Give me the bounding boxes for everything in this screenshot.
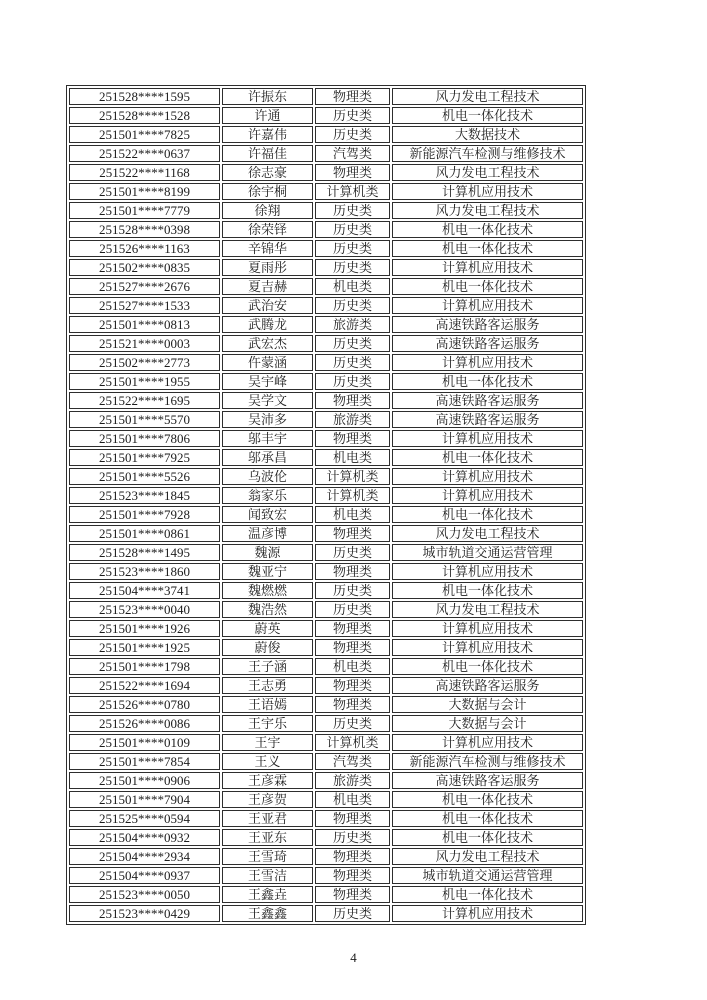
cell-category: 历史类 (315, 905, 390, 922)
cell-category: 历史类 (315, 240, 390, 257)
cell-exam-id: 251523****0050 (69, 886, 220, 903)
cell-exam-id: 251504****0932 (69, 829, 220, 846)
cell-exam-id: 251527****2676 (69, 278, 220, 295)
cell-category: 历史类 (315, 354, 390, 371)
table-row (69, 316, 583, 333)
cell-student-name: 王彦霖 (222, 772, 313, 789)
cell-exam-id: 251527****1533 (69, 297, 220, 314)
cell-exam-id: 251523****1845 (69, 487, 220, 504)
cell-major: 机电一体化技术 (392, 240, 583, 257)
cell-exam-id: 251523****1860 (69, 563, 220, 580)
cell-category: 历史类 (315, 601, 390, 618)
cell-category: 物理类 (315, 88, 390, 105)
table-row (69, 639, 583, 656)
table-row (69, 297, 583, 314)
table-row (69, 126, 583, 143)
cell-major: 大数据与会计 (392, 696, 583, 713)
cell-exam-id: 251502****0835 (69, 259, 220, 276)
cell-major: 大数据与会计 (392, 715, 583, 732)
cell-student-name: 辛锦华 (222, 240, 313, 257)
cell-major: 计算机应用技术 (392, 620, 583, 637)
table-row (69, 278, 583, 295)
cell-category: 机电类 (315, 449, 390, 466)
cell-major: 风力发电工程技术 (392, 525, 583, 542)
cell-student-name: 蔚英 (222, 620, 313, 637)
cell-major: 高速铁路客运服务 (392, 772, 583, 789)
table-row (69, 753, 583, 770)
table-row (69, 696, 583, 713)
cell-exam-id: 251501****7806 (69, 430, 220, 447)
cell-student-name: 温彦博 (222, 525, 313, 542)
table-row (69, 88, 583, 105)
table-row (69, 335, 583, 352)
cell-exam-id: 251501****1955 (69, 373, 220, 390)
cell-student-name: 魏燃燃 (222, 582, 313, 599)
cell-exam-id: 251522****1694 (69, 677, 220, 694)
cell-category: 物理类 (315, 164, 390, 181)
cell-exam-id: 251501****8199 (69, 183, 220, 200)
cell-major: 机电一体化技术 (392, 221, 583, 238)
table-row (69, 658, 583, 675)
cell-exam-id: 251528****1495 (69, 544, 220, 561)
cell-category: 计算机类 (315, 487, 390, 504)
cell-major: 计算机应用技术 (392, 183, 583, 200)
table-row (69, 601, 583, 618)
cell-student-name: 许通 (222, 107, 313, 124)
cell-category: 物理类 (315, 810, 390, 827)
cell-student-name: 王语嫣 (222, 696, 313, 713)
cell-student-name: 蔚俊 (222, 639, 313, 656)
cell-category: 物理类 (315, 867, 390, 884)
table-row (69, 772, 583, 789)
cell-exam-id: 251501****1925 (69, 639, 220, 656)
cell-major: 机电一体化技术 (392, 829, 583, 846)
cell-student-name: 王宇乐 (222, 715, 313, 732)
table-row (69, 734, 583, 751)
cell-major: 机电一体化技术 (392, 791, 583, 808)
cell-exam-id: 251504****0937 (69, 867, 220, 884)
cell-category: 汽驾类 (315, 753, 390, 770)
cell-exam-id: 251528****1528 (69, 107, 220, 124)
cell-exam-id: 251501****0861 (69, 525, 220, 542)
table-row (69, 620, 583, 637)
cell-major: 计算机应用技术 (392, 354, 583, 371)
cell-major: 风力发电工程技术 (392, 88, 583, 105)
table-row (69, 525, 583, 542)
cell-category: 物理类 (315, 392, 390, 409)
cell-major: 城市轨道交通运营管理 (392, 544, 583, 561)
cell-category: 机电类 (315, 791, 390, 808)
cell-student-name: 魏浩然 (222, 601, 313, 618)
cell-student-name: 武治安 (222, 297, 313, 314)
cell-exam-id: 251501****0906 (69, 772, 220, 789)
cell-exam-id: 251521****0003 (69, 335, 220, 352)
cell-major: 机电一体化技术 (392, 278, 583, 295)
table-row (69, 392, 583, 409)
cell-major: 计算机应用技术 (392, 297, 583, 314)
cell-student-name: 许福佳 (222, 145, 313, 162)
cell-category: 物理类 (315, 848, 390, 865)
cell-student-name: 王雪琦 (222, 848, 313, 865)
cell-student-name: 王鑫垚 (222, 886, 313, 903)
table-row (69, 468, 583, 485)
cell-exam-id: 251522****1695 (69, 392, 220, 409)
cell-exam-id: 251501****5526 (69, 468, 220, 485)
cell-exam-id: 251502****2773 (69, 354, 220, 371)
cell-category: 历史类 (315, 829, 390, 846)
page-number: 4 (350, 950, 357, 965)
cell-category: 历史类 (315, 221, 390, 238)
cell-student-name: 夏雨彤 (222, 259, 313, 276)
cell-category: 机电类 (315, 658, 390, 675)
cell-student-name: 武腾龙 (222, 316, 313, 333)
cell-student-name: 徐翔 (222, 202, 313, 219)
table-row (69, 544, 583, 561)
table-row (69, 449, 583, 466)
table-row (69, 487, 583, 504)
cell-category: 历史类 (315, 297, 390, 314)
cell-major: 城市轨道交通运营管理 (392, 867, 583, 884)
cell-exam-id: 251501****0109 (69, 734, 220, 751)
cell-exam-id: 251501****1926 (69, 620, 220, 637)
cell-student-name: 王雪洁 (222, 867, 313, 884)
table-row (69, 867, 583, 884)
cell-major: 新能源汽车检测与维修技术 (392, 145, 583, 162)
cell-exam-id: 251522****1168 (69, 164, 220, 181)
cell-category: 计算机类 (315, 468, 390, 485)
cell-exam-id: 251523****0040 (69, 601, 220, 618)
cell-category: 旅游类 (315, 316, 390, 333)
cell-major: 风力发电工程技术 (392, 848, 583, 865)
cell-category: 历史类 (315, 715, 390, 732)
cell-category: 机电类 (315, 506, 390, 523)
cell-exam-id: 251501****1798 (69, 658, 220, 675)
cell-category: 物理类 (315, 886, 390, 903)
cell-major: 计算机应用技术 (392, 563, 583, 580)
cell-major: 机电一体化技术 (392, 449, 583, 466)
cell-major: 计算机应用技术 (392, 259, 583, 276)
cell-major: 大数据技术 (392, 126, 583, 143)
cell-major: 计算机应用技术 (392, 905, 583, 922)
cell-exam-id: 251501****7854 (69, 753, 220, 770)
cell-major: 计算机应用技术 (392, 734, 583, 751)
cell-category: 物理类 (315, 430, 390, 447)
cell-category: 历史类 (315, 126, 390, 143)
cell-student-name: 邬承昌 (222, 449, 313, 466)
cell-student-name: 王鑫鑫 (222, 905, 313, 922)
cell-exam-id: 251501****5570 (69, 411, 220, 428)
cell-exam-id: 251526****1163 (69, 240, 220, 257)
cell-student-name: 许振东 (222, 88, 313, 105)
cell-exam-id: 251501****7904 (69, 791, 220, 808)
cell-student-name: 仵蒙涵 (222, 354, 313, 371)
cell-exam-id: 251504****3741 (69, 582, 220, 599)
table-row (69, 411, 583, 428)
admission-table-container (66, 85, 586, 925)
cell-category: 历史类 (315, 259, 390, 276)
cell-student-name: 吴沛多 (222, 411, 313, 428)
table-row (69, 905, 583, 922)
cell-major: 计算机应用技术 (392, 487, 583, 504)
cell-major: 机电一体化技术 (392, 658, 583, 675)
cell-student-name: 徐志豪 (222, 164, 313, 181)
cell-category: 历史类 (315, 107, 390, 124)
cell-exam-id: 251522****0637 (69, 145, 220, 162)
cell-category: 汽驾类 (315, 145, 390, 162)
table-row (69, 791, 583, 808)
admission-table-body (69, 88, 583, 922)
cell-major: 机电一体化技术 (392, 810, 583, 827)
table-row (69, 202, 583, 219)
cell-category: 物理类 (315, 563, 390, 580)
cell-major: 高速铁路客运服务 (392, 677, 583, 694)
table-row (69, 107, 583, 124)
cell-category: 历史类 (315, 544, 390, 561)
table-row (69, 886, 583, 903)
cell-exam-id: 251526****0086 (69, 715, 220, 732)
cell-category: 物理类 (315, 639, 390, 656)
cell-major: 机电一体化技术 (392, 373, 583, 390)
cell-student-name: 许嘉伟 (222, 126, 313, 143)
cell-major: 机电一体化技术 (392, 107, 583, 124)
cell-student-name: 邬丰宇 (222, 430, 313, 447)
cell-student-name: 吴学文 (222, 392, 313, 409)
table-row (69, 715, 583, 732)
table-row (69, 829, 583, 846)
cell-major: 高速铁路客运服务 (392, 316, 583, 333)
cell-student-name: 王志勇 (222, 677, 313, 694)
admission-table (66, 85, 586, 925)
cell-exam-id: 251501****0813 (69, 316, 220, 333)
cell-student-name: 吴宇峰 (222, 373, 313, 390)
cell-category: 历史类 (315, 582, 390, 599)
cell-exam-id: 251528****0398 (69, 221, 220, 238)
cell-student-name: 徐宇桐 (222, 183, 313, 200)
cell-student-name: 王亚东 (222, 829, 313, 846)
cell-student-name: 夏吉赫 (222, 278, 313, 295)
cell-student-name: 徐荣铎 (222, 221, 313, 238)
cell-student-name: 王子涵 (222, 658, 313, 675)
cell-major: 计算机应用技术 (392, 468, 583, 485)
cell-exam-id: 251501****7779 (69, 202, 220, 219)
cell-major: 计算机应用技术 (392, 639, 583, 656)
cell-category: 历史类 (315, 373, 390, 390)
cell-major: 机电一体化技术 (392, 582, 583, 599)
table-row (69, 430, 583, 447)
table-row (69, 221, 583, 238)
cell-exam-id: 251501****7925 (69, 449, 220, 466)
cell-category: 物理类 (315, 677, 390, 694)
cell-major: 新能源汽车检测与维修技术 (392, 753, 583, 770)
cell-student-name: 魏亚宁 (222, 563, 313, 580)
cell-student-name: 魏源 (222, 544, 313, 561)
cell-category: 物理类 (315, 696, 390, 713)
cell-exam-id: 251501****7825 (69, 126, 220, 143)
cell-exam-id: 251528****1595 (69, 88, 220, 105)
cell-category: 旅游类 (315, 411, 390, 428)
table-row (69, 373, 583, 390)
table-row (69, 677, 583, 694)
cell-student-name: 王亚君 (222, 810, 313, 827)
cell-major: 风力发电工程技术 (392, 601, 583, 618)
cell-student-name: 乌波伦 (222, 468, 313, 485)
cell-exam-id: 251525****0594 (69, 810, 220, 827)
cell-major: 计算机应用技术 (392, 430, 583, 447)
cell-student-name: 王宇 (222, 734, 313, 751)
table-row (69, 506, 583, 523)
cell-category: 旅游类 (315, 772, 390, 789)
cell-exam-id: 251504****2934 (69, 848, 220, 865)
cell-category: 机电类 (315, 278, 390, 295)
cell-exam-id: 251526****0780 (69, 696, 220, 713)
cell-category: 历史类 (315, 202, 390, 219)
cell-exam-id: 251523****0429 (69, 905, 220, 922)
cell-major: 高速铁路客运服务 (392, 392, 583, 409)
cell-category: 历史类 (315, 335, 390, 352)
table-row (69, 848, 583, 865)
cell-major: 风力发电工程技术 (392, 202, 583, 219)
cell-student-name: 王义 (222, 753, 313, 770)
table-row (69, 183, 583, 200)
cell-major: 高速铁路客运服务 (392, 335, 583, 352)
cell-category: 物理类 (315, 620, 390, 637)
cell-student-name: 武宏杰 (222, 335, 313, 352)
cell-category: 物理类 (315, 525, 390, 542)
cell-exam-id: 251501****7928 (69, 506, 220, 523)
cell-category: 计算机类 (315, 734, 390, 751)
table-row (69, 810, 583, 827)
table-row (69, 582, 583, 599)
table-row (69, 354, 583, 371)
cell-major: 风力发电工程技术 (392, 164, 583, 181)
table-row (69, 563, 583, 580)
table-row (69, 145, 583, 162)
table-row (69, 164, 583, 181)
table-row (69, 259, 583, 276)
cell-major: 高速铁路客运服务 (392, 411, 583, 428)
cell-student-name: 闻致宏 (222, 506, 313, 523)
cell-student-name: 王彦贺 (222, 791, 313, 808)
table-row (69, 240, 583, 257)
cell-major: 机电一体化技术 (392, 886, 583, 903)
cell-student-name: 翁家乐 (222, 487, 313, 504)
cell-major: 机电一体化技术 (392, 506, 583, 523)
cell-category: 计算机类 (315, 183, 390, 200)
